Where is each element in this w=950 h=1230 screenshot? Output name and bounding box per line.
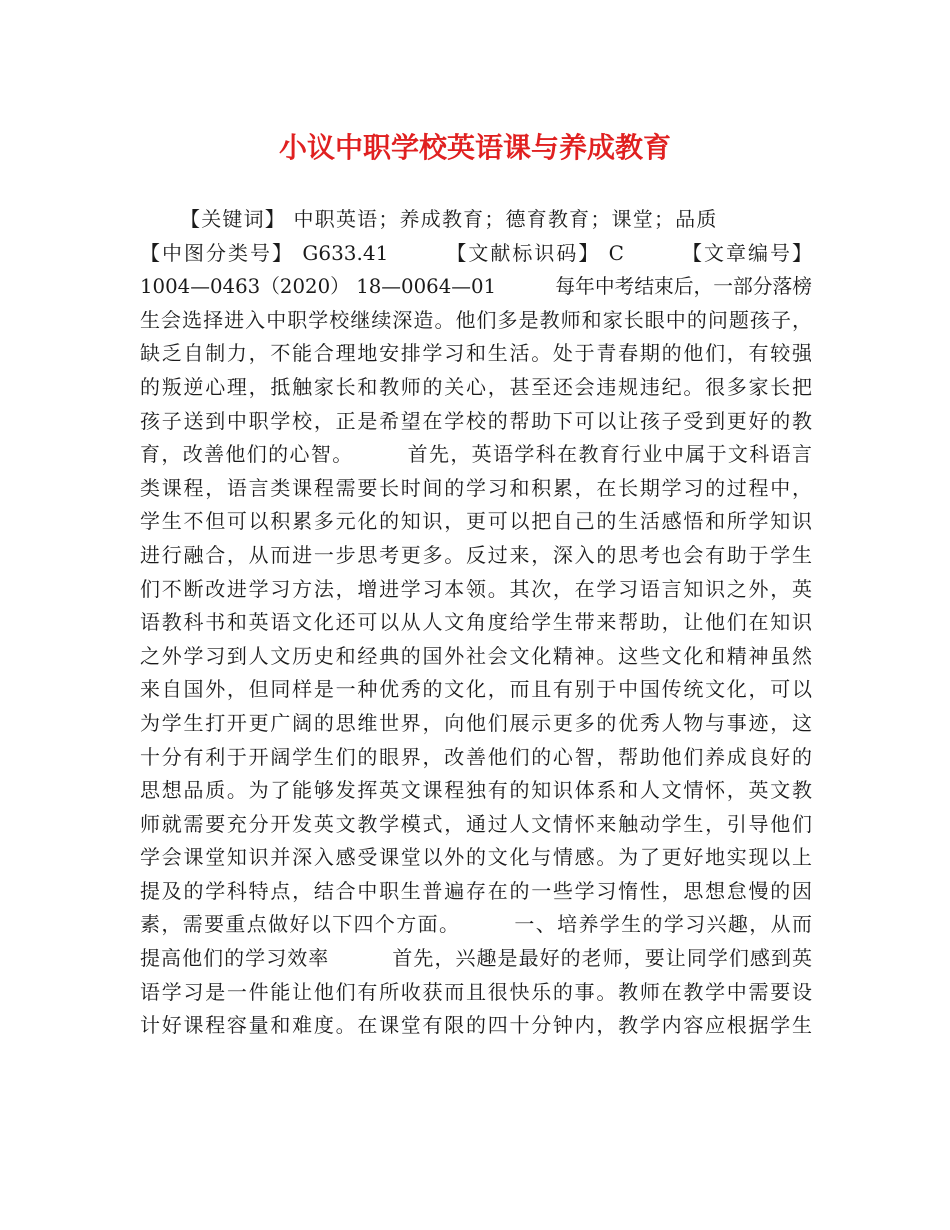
body-line: 类课程，语言类课程需要长时间的学习和积累，在长期学习的过程中， [140,475,812,500]
body-line: 思想品质。为了能够发挥英文课程独有的知识体系和人文情怀，英文教 [140,778,812,803]
body-line: 语学习是一件能让他们有所收获而且很快乐的事。教师在教学中需要设 [140,979,812,1004]
body-line: 十分有利于开阔学生们的眼界，改善他们的心智，帮助他们养成良好的 [140,744,812,769]
document-body [140,203,812,1043]
body-line: 学会课堂知识并深入感受课堂以外的文化与情感。为了更好地实现以上 [140,845,812,870]
body-line: 为学生打开更广阔的思维世界，向他们展示更多的优秀人物与事迹，这 [140,710,812,735]
body-line: 来自国外，但同样是一种优秀的文化，而且有别于中国传统文化，可以 [140,677,812,702]
body-line: 计好课程容量和难度。在课堂有限的四十分钟内，教学内容应根据学生 [140,1013,812,1038]
body-line: 育，改善他们的心智。 首先，英语学科在教育行业中属于文科语言 [140,442,812,467]
classification-line: 【中图分类号】 G633.41 【文献标识码】 C 【文章编号】 [140,240,812,265]
body-line: 学生不但可以积累多元化的知识，更可以把自己的生活感悟和所学知识 [140,509,812,534]
body-line: 1004—0463（2020） 18—0064—01 每年中考结束后，一部分落榜 [140,275,812,299]
body-line: 语教科书和英语文化还可以从人文角度给学生带来帮助，让他们在知识 [140,610,812,635]
body-line: 们不断改进学习方法，增进学习本领。其次，在学习语言知识之外，英 [140,576,812,601]
body-line: 孩子送到中职学校，正是希望在学校的帮助下可以让孩子受到更好的教 [140,408,812,433]
body-line: 师就需要充分开发英文教学模式，通过人文情怀来触动学生，引导他们 [140,811,812,836]
body-line: 缺乏自制力，不能合理地安排学习和生活。处于青春期的他们，有较强 [140,341,812,366]
body-line: 生会选择进入中职学校继续深造。他们多是教师和家长眼中的问题孩子， [140,307,812,332]
body-line: 进行融合，从而进一步思考更多。反过来，深入的思考也会有助于学生 [140,542,812,567]
document-title: 小议中职学校英语课与养成教育 [278,131,671,164]
body-line: 之外学习到人文历史和经典的国外社会文化精神。这些文化和精神虽然 [140,643,812,668]
body-line: 提及的学科特点，结合中职生普遍存在的一些学习惰性，思想怠慢的因 [140,878,812,903]
body-line: 提高他们的学习效率 首先，兴趣是最好的老师，要让同学们感到英 [140,946,812,971]
body-line: 素，需要重点做好以下四个方面。 一、培养学生的学习兴趣，从而 [140,912,812,937]
keywords-line: 【关键词】 中职英语；养成教育；德育教育；课堂；品质 [180,207,718,231]
body-line: 的叛逆心理，抵触家长和教师的关心，甚至还会违规违纪。很多家长把 [140,374,812,399]
